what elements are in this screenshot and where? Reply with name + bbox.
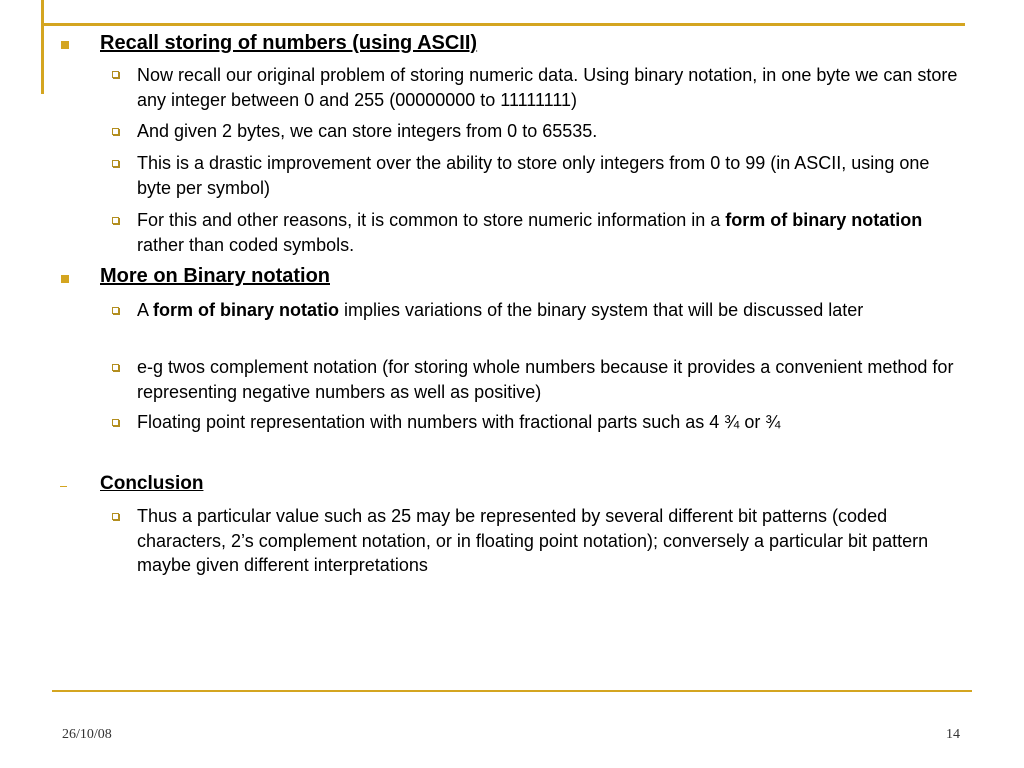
hollow-square-bullet-icon xyxy=(112,217,119,224)
accent-top-line xyxy=(41,23,965,26)
hollow-square-bullet-icon xyxy=(112,160,119,167)
bullet-text xyxy=(137,298,967,323)
bullet-text: Thus a particular value such as 25 may be represented by several different bit patterns (coded characters, 2’s complement notation, or in floating point notation); conversely a particular bit pattern maybe given different interpretations xyxy=(137,506,929,575)
page-number: 14 xyxy=(946,727,960,742)
bullet-text: Now recall our original problem of storing numeric data. Using binary notation, in one byte we can store any integer between 0 and 255 (00000000 to 11111111) xyxy=(137,65,958,110)
bullet-text-part: implies variations of the binary system that will be discussed later xyxy=(339,300,864,320)
bullet-text xyxy=(137,208,967,257)
square-bullet-icon xyxy=(61,41,69,49)
hollow-square-bullet-icon xyxy=(112,71,119,78)
dash-bullet-icon xyxy=(60,486,67,487)
footer-date: 26/10/08 xyxy=(62,727,112,742)
bullet-text: Floating point representation with numbers with fractional parts such as 4 ¾ or ¾ xyxy=(137,412,781,432)
hollow-square-bullet-icon xyxy=(112,419,119,426)
hollow-square-bullet-icon xyxy=(112,128,119,135)
bullet-text-part: rather than coded symbols. xyxy=(137,234,355,255)
bold-term: form of binary notation xyxy=(725,210,923,230)
section-heading: Recall storing of numbers (using ASCII) xyxy=(100,32,478,54)
section-heading: Conclusion xyxy=(100,473,204,494)
bullet-text: e-g twos complement notation (for storing whole numbers because it provides a convenient method for representing negative numbers as well as positive) xyxy=(137,357,954,402)
bullet-text-part: A xyxy=(137,300,154,320)
footer-divider xyxy=(52,690,972,692)
hollow-square-bullet-icon xyxy=(112,364,119,371)
bold-term: form of binary notatio xyxy=(153,300,340,320)
hollow-square-bullet-icon xyxy=(112,513,119,520)
bullet-text-part: For this and other reasons, it is common to store numeric information in a xyxy=(137,210,726,230)
square-bullet-icon xyxy=(61,275,69,283)
section-heading: More on Binary notation xyxy=(100,265,330,287)
hollow-square-bullet-icon xyxy=(112,307,119,314)
accent-vertical-line xyxy=(41,0,44,94)
bullet-text: And given 2 bytes, we can store integers from 0 to 65535. xyxy=(137,121,598,141)
bullet-text: This is a drastic improvement over the ability to store only integers from 0 to 99 (in ASCII, using one byte per symbol) xyxy=(137,153,930,198)
